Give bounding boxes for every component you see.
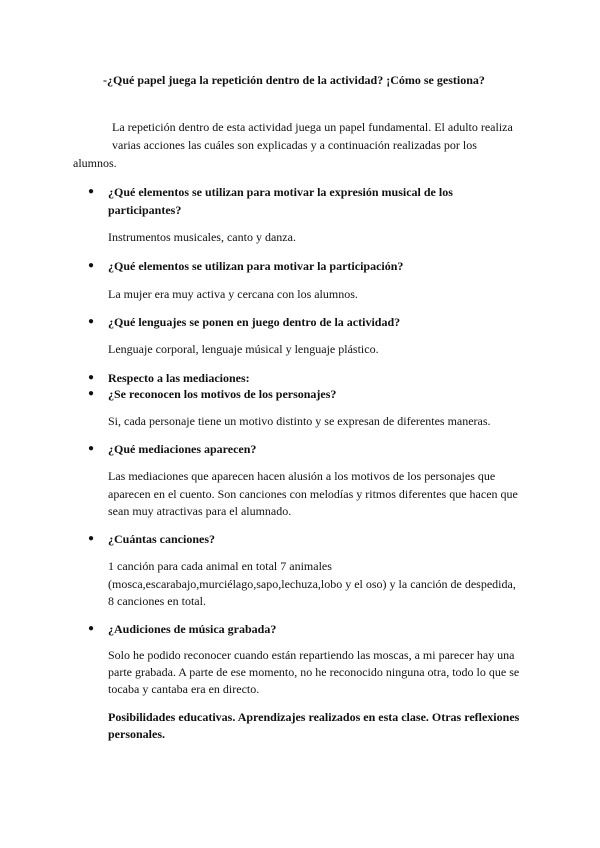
question-8: ¿Audiciones de música grabada?: [108, 622, 277, 636]
closing-heading-line-2: personales.: [108, 727, 165, 741]
answer-5-line-1: Si, cada personaje tiene un motivo distinto y se expresan de diferentes maneras.: [108, 414, 491, 428]
answer-7-line-1: 1 canción para cada animal en total 7 animales: [108, 559, 332, 573]
answer-6-line-2: aparecen en el cuento. Son canciones con melodías y ritmos diferentes que hacen que: [108, 487, 518, 501]
answer-8-line-3: tocaba y cantaba era en directo.: [108, 682, 260, 696]
answer-6-line-1: Las mediaciones que aparecen hacen alusión a los motivos de los personajes que: [108, 469, 496, 483]
answer-8-line-2: parte grabada. A parte de ese momento, no he reconocido ninguna otra, todo lo que se: [108, 665, 520, 679]
bullet-icon: ●: [88, 623, 95, 634]
bullet-icon: ●: [88, 260, 95, 271]
answer-6-line-3: sean muy atractivas para el alumnado.: [108, 504, 292, 518]
intro-paragraph-line-1: La repetición dentro de esta actividad juega un papel fundamental. El adulto realiza: [112, 120, 513, 134]
intro-paragraph-line-3: alumnos.: [73, 156, 117, 170]
bullet-icon: ●: [88, 316, 95, 327]
question-5: ¿Se reconocen los motivos de los personajes?: [108, 387, 337, 401]
bullet-icon: ●: [88, 443, 95, 454]
question-7: ¿Cuántas canciones?: [108, 532, 216, 546]
bullet-icon: ●: [88, 186, 95, 197]
question-6: ¿Qué mediaciones aparecen?: [108, 442, 257, 456]
answer-2-line-1: La mujer era muy activa y cercana con los alumnos.: [108, 287, 358, 301]
section-heading: -¿Qué papel juega la repetición dentro de la actividad? ¡Cómo se gestiona?: [103, 73, 485, 87]
bullet-icon: ●: [88, 533, 95, 544]
answer-7-line-3: 8 canciones en total.: [108, 594, 206, 608]
question-3: ¿Qué lenguajes se ponen en juego dentro de la actividad?: [108, 315, 401, 329]
intro-paragraph-line-2: varias acciones las cuáles son explicadas y a continuación realizadas por los: [112, 138, 477, 152]
answer-3-line-1: Lenguaje corporal, lenguaje músical y lenguaje plástico.: [108, 342, 379, 356]
bullet-icon: ●: [88, 388, 95, 399]
answer-7-line-2: (mosca,escarabajo,murciélago,sapo,lechuza,lobo y el oso) y la canción de despedida,: [108, 577, 516, 591]
mediations-heading: Respecto a las mediaciones:: [108, 371, 250, 385]
question-2: ¿Qué elementos se utilizan para motivar la participación?: [108, 259, 404, 273]
question-1-line-1: ¿Qué elementos se utilizan para motivar la expresión musical de los: [108, 185, 453, 199]
question-1-line-2: participantes?: [108, 203, 182, 217]
bullet-icon: ●: [88, 372, 95, 383]
answer-1-line-1: Instrumentos musicales, canto y danza.: [108, 230, 296, 244]
closing-heading-line-1: Posibilidades educativas. Aprendizajes realizados en esta clase. Otras reflexiones: [108, 710, 520, 724]
answer-8-line-1: Solo he podido reconocer cuando están repartiendo las moscas, a mi parecer hay una: [108, 648, 515, 662]
